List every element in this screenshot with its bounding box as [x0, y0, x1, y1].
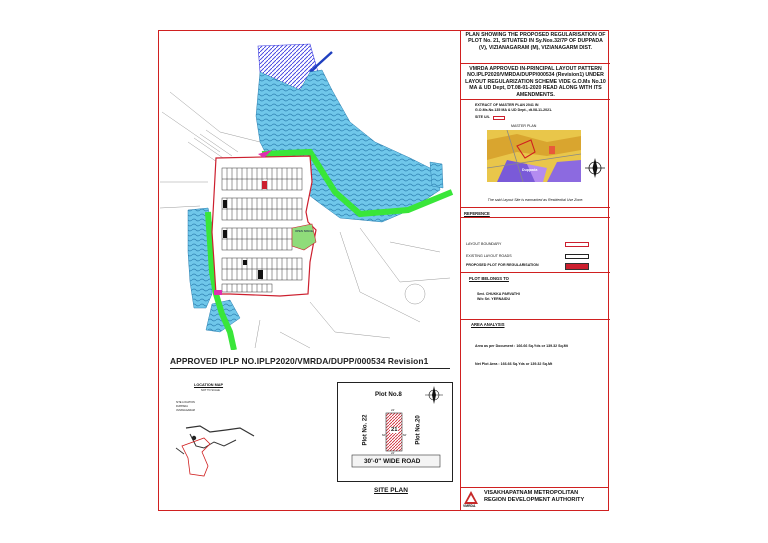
site-plan-box — [337, 382, 453, 482]
location-note-1: SITE LOCATION — [176, 401, 195, 404]
master-plan-extract-2: G.O.Ms.No.135 MA & UD Dept., dt.08-11-2021. — [475, 108, 553, 112]
location-map-drawing — [170, 388, 256, 484]
area-analysis-heading: AREA ANALYSIS — [471, 322, 505, 327]
location-note-3: VIZIANAGARAM — [176, 409, 195, 412]
site-plan-drawing — [338, 383, 454, 483]
swatch-layout-roads — [565, 254, 589, 259]
owner-name: Smt. CHUKKA PARVATHI — [477, 292, 520, 296]
site-legend-swatch — [493, 116, 505, 120]
site-plan-label: SITE PLAN — [374, 487, 408, 494]
master-plan-block — [461, 100, 610, 208]
site-legend-label: SITE U/L — [475, 115, 490, 119]
site-dim-right: 62' — [403, 433, 407, 437]
layout-plan-drawing — [160, 32, 458, 350]
reference-item-boundary: LAYOUT BOUNDARY — [466, 242, 502, 246]
approval-note: VMRDA APPROVED IN-PRINCIPAL LAYOUT PATTERN NO.IPLP2020/VMRDA/DUPP/000534 (Revision1) UNDER LAYOUT REGULARIZATION SCHEME VIDE G.O.Ms No.10 MA & UD Dept, DT.08-01-2020 READ ALONG WITH ITS AMENDMENTS. — [465, 66, 606, 98]
reference-item-proposed: PROPOSED PLOT FOR REGULARISATION — [466, 263, 539, 267]
master-plan-place: Duppada — [522, 168, 538, 172]
location-map-subtitle: NOT TO SCALE — [201, 389, 220, 392]
site-plot-number: 21 — [391, 427, 398, 433]
reference-item-roads: EXISTING LAYOUT ROADS — [466, 254, 512, 258]
location-note-2: DUPPADA — [176, 405, 188, 408]
title-block — [461, 30, 610, 64]
authority-line-1: VISAKHAPATNAM METROPOLITAN — [484, 490, 579, 496]
site-west-plot: Plot No. 22 — [362, 414, 369, 446]
site-north-arrow — [425, 386, 443, 404]
location-map — [170, 383, 256, 484]
site-road-label: 30'-0" WIDE ROAD — [364, 458, 421, 465]
master-plan-extract-1: EXTRACT OF MASTER PLAN 2041 IN — [475, 103, 539, 107]
title-underline — [170, 368, 450, 369]
approval-block — [461, 64, 610, 100]
authority-line-2: REGION DEVELOPMENT AUTHORITY — [484, 497, 585, 503]
swatch-layout-boundary — [565, 242, 589, 247]
plot-belongs-block — [461, 272, 610, 320]
park-label: OPEN SPACE — [295, 229, 313, 233]
reference-heading: REFERENCE — [464, 211, 490, 216]
approved-iplp-title: APPROVED IPLP NO.IPLP2020/VMRDA/DUPP/000534 Revision1 — [170, 356, 429, 366]
vmrda-logo-text: VMRDA — [463, 504, 476, 508]
title-panel — [460, 30, 609, 511]
master-plan-map-title: MASTER PLAN — [511, 124, 537, 128]
highlighted-plot-number: 21 — [264, 178, 268, 182]
reference-block — [461, 208, 610, 272]
highlighted-plot — [262, 181, 267, 189]
site-dim-left: 62' — [382, 433, 386, 437]
authority-divider — [460, 487, 609, 488]
site-dim-top: 24' — [391, 408, 395, 412]
authority-name — [484, 490, 584, 504]
layout-boundary — [212, 156, 316, 296]
net-plot-area: Net Plot Area : 166.66 Sq.Yds or 139.32 Sq.Mt — [475, 362, 553, 366]
area-analysis-block — [461, 320, 610, 506]
master-plan-map — [487, 130, 581, 182]
plot-belongs-topline — [461, 272, 610, 273]
area-as-per-document: Area as per Document : 166.66 Sq.Yds or 139.32 Sq.Mt — [475, 344, 568, 348]
site-east-plot: Plot No.20 — [415, 415, 422, 445]
site-dim-bottom: 24' — [391, 451, 395, 455]
site-north-plot: Plot No.8 — [375, 391, 402, 398]
master-plan-north-arrow — [585, 158, 605, 178]
reference-divider — [461, 217, 610, 218]
plan-title: PLAN SHOWING THE PROPOSED REGULARISATION OF PLOT No. 21, SITUATED IN Sy.Nos.32/7P OF DUPPADA (V), VIZIANAGARAM (M), VIZIANAGARM DIST. — [465, 32, 606, 51]
master-plan-note: The said Layout Site is earmarked as Residential Use Zone. — [487, 198, 584, 202]
swatch-proposed-plot — [565, 263, 589, 270]
plot-belongs-heading: PLOT BELONGS TO — [469, 276, 509, 281]
owner-relation: W/o Sri. YERNAIDU — [477, 297, 511, 301]
location-map-title: LOCATION MAP — [194, 383, 224, 387]
